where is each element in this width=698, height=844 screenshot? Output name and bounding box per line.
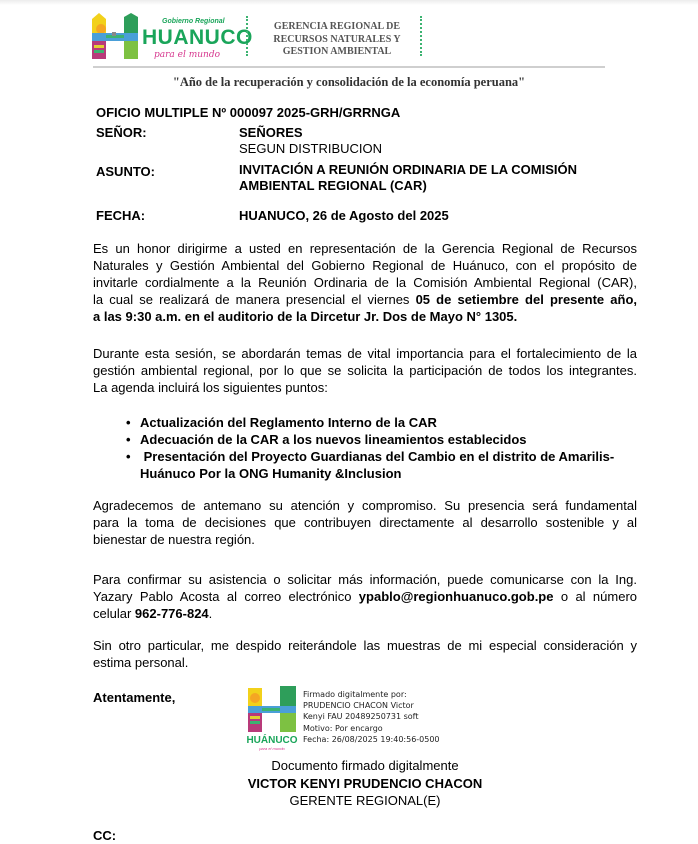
document-reference: OFICIO MULTIPLE Nº 000097 2025-GRH/GRRNGA <box>96 105 401 120</box>
cc-label: CC: <box>93 828 117 843</box>
paragraph-line <box>93 308 637 325</box>
logo-name: HUANUCO <box>142 26 253 49</box>
svg-text:para el mundo: para el mundo <box>259 746 285 751</box>
text-run: celular <box>93 606 135 621</box>
header-divider-right <box>420 16 425 56</box>
recipient-label: SEÑOR: <box>96 125 147 140</box>
recipient-sub: SEGUN DISTRIBUCION <box>239 141 383 156</box>
office-title-line: RECURSOS NATURALES Y <box>273 33 401 45</box>
signature-line: PRUDENCIO CHACON Victor <box>303 701 414 711</box>
signature-details <box>303 689 440 745</box>
signature-line: Fecha: 26/08/2025 19:40:56-0500 <box>303 734 440 744</box>
agenda-item-text: Actualización del Reglamento Interno de la CAR <box>140 415 437 430</box>
paragraph-line: invitarle cordialmente a la Reunión Ordinaria de la Comisión Ambiental Regional (CAR), <box>93 275 637 290</box>
paragraph-line: La agenda incluirá los siguientes puntos: <box>93 380 328 395</box>
gobierno-regional-logo <box>92 13 253 60</box>
logo-top-label: Gobierno Regional <box>162 18 225 25</box>
logo-tagline: para el mundo <box>154 50 221 60</box>
header-divider-left <box>246 16 251 56</box>
agenda-item-text: Presentación del Proyecto Guardianas del Cambio en el distrito de Amarilis- <box>140 449 615 464</box>
signature-line: Kenyi FAU 20489250731 soft <box>303 712 419 722</box>
paragraph-line: gestión ambiental regional, por lo que se solicita la participación de todos los integrantes. <box>93 363 637 378</box>
text-run: la cual se realizará de manera presencial el viernes <box>93 292 416 307</box>
office-title-line: GESTION AMBIENTAL <box>282 46 392 57</box>
paragraph-contact <box>93 571 637 622</box>
paragraph-line <box>93 588 637 605</box>
contact-email[interactable]: ypablo@regionhuanuco.gob.pe <box>358 589 554 604</box>
paragraph-line: bienestar de nuestra región. <box>93 532 255 547</box>
signer-title: GERENTE REGIONAL(E) <box>289 793 441 808</box>
paragraph-agenda-intro <box>93 345 637 396</box>
signature-logo-icon <box>244 684 300 754</box>
subject-line: AMBIENTAL REGIONAL (CAR) <box>239 178 427 193</box>
agenda-item-text: Adecuación de la CAR a los nuevos lineamientos establecidos <box>140 432 527 447</box>
paragraph-line: Naturales y Gestión Ambiental del Gobierno Regional de Huánuco, con el propósito de <box>93 258 637 273</box>
agenda-item <box>126 448 614 482</box>
paragraph-line: para la toma de decisiones que contribuyen directamente al desarrollo sostenible y al <box>93 515 637 530</box>
paragraph-line: Agradecemos de antemano su atención y compromiso. Su presencia será fundamental <box>93 498 637 513</box>
office-title <box>262 21 412 59</box>
office-title-line: GERENCIA REGIONAL DE <box>273 21 401 32</box>
text-run: . <box>208 606 213 621</box>
bullet-icon: • <box>126 432 131 447</box>
text-run: Yazary Pablo Acosta al correo electrónico <box>93 589 359 604</box>
paragraph-line: Durante esta sesión, se abordarán temas de vital importancia para el fortalecimiento de la <box>93 346 637 361</box>
header-separator <box>93 66 605 68</box>
bullet-icon: • <box>126 415 131 430</box>
paragraph-thanks <box>93 497 637 548</box>
paragraph-line: estima personal. <box>93 655 189 670</box>
paragraph-farewell <box>93 637 637 671</box>
paragraph-line <box>93 605 637 622</box>
date-label: FECHA: <box>96 208 146 223</box>
signer-name: VICTOR KENYI PRUDENCIO CHACON <box>247 776 483 791</box>
recipient-value: SEÑORES <box>239 125 303 140</box>
contact-phone: 962-776-824 <box>134 606 209 621</box>
bullet-icon: • <box>126 449 131 464</box>
signature-line: Firmado digitalmente por: <box>303 690 407 699</box>
agenda-item-text: Huánuco Por la ONG Humanity &Inclusion <box>140 466 402 481</box>
signature-line: Motivo: Por encargo <box>303 723 383 733</box>
date-value: HUANUCO, 26 de Agosto del 2025 <box>239 208 449 223</box>
paragraph-line <box>93 291 637 308</box>
agenda-list <box>126 414 614 482</box>
paragraph-line: Es un honor dirigirme a usted en representación de la Gerencia Regional de Recursos <box>93 241 637 256</box>
year-motto: "Año de la recuperación y consolidación de la economía peruana" <box>172 75 526 89</box>
paragraph-invitation <box>93 240 637 325</box>
svg-text:HUÁNUCO: HUÁNUCO <box>246 735 298 746</box>
huanuco-h-emblem-icon <box>92 13 138 59</box>
subject-line: INVITACIÓN A REUNIÓN ORDINARIA DE LA COMISIÓN <box>239 162 577 177</box>
paragraph-line: Para confirmar su asistencia o solicitar más información, puede comunicarse con la Ing. <box>93 572 637 587</box>
digital-signature-stamp <box>244 684 474 754</box>
meeting-date: 05 de setiembre del presente año, <box>415 292 637 307</box>
signed-note: Documento firmado digitalmente <box>271 758 459 773</box>
salutation: Atentamente, <box>93 690 176 705</box>
text-run: o al número <box>553 589 638 604</box>
agenda-item <box>126 414 614 431</box>
meeting-time-location: a las 9:30 a.m. en el auditorio de la Dircetur Jr. Dos de Mayo N° 1305. <box>93 309 518 324</box>
page-top-shadow <box>0 0 698 5</box>
paragraph-line: Sin otro particular, me despido reiterándole las muestras de mi especial consideración y <box>93 638 637 653</box>
subject-label: ASUNTO: <box>96 164 155 179</box>
agenda-item <box>126 431 614 448</box>
